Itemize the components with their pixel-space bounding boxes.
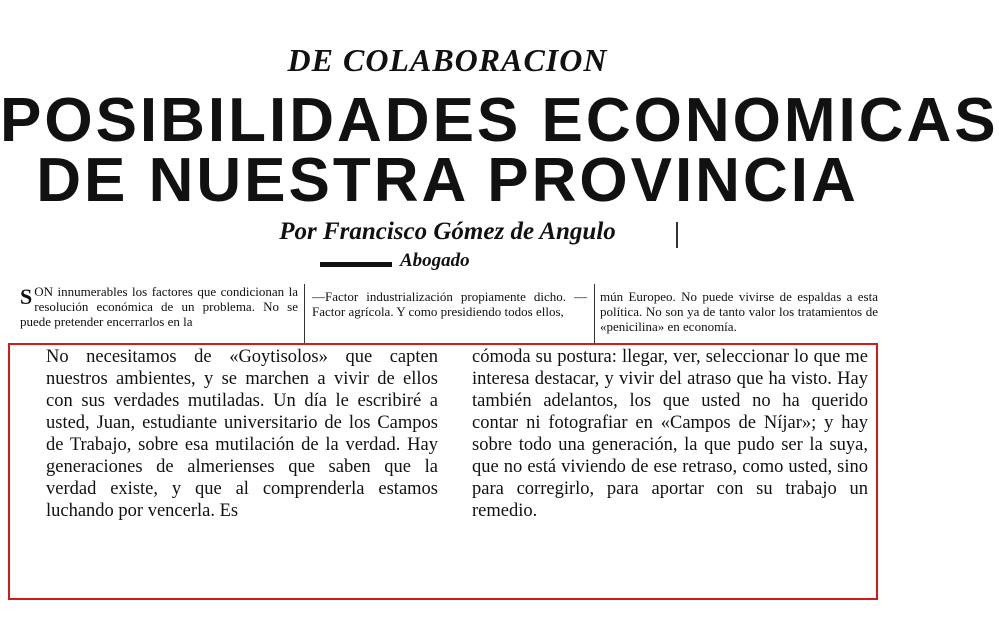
highlight-right-text: cómoda su postura: llegar, ver, seleccionar lo que me interesa destacar, y vivir del atraso que ha visto. Hay también adelantos, los que usted no ha querido contar ni fotografiar en «Campos de Níjar»; y hay sobre todo una generación, la que pudo ser la suya, que no está viviendo de ese retraso, como usted, sino para corregirlo, para aportar con su trabajo un remedio. (472, 347, 868, 521)
role-rule (320, 262, 392, 267)
highlight-right-column (472, 346, 868, 596)
upper-column-2-text: —Factor industrialización propiamente dicho. —Factor agrícola. Y como presidiendo todos ellos, (312, 289, 587, 319)
dropcap: S (20, 284, 33, 309)
section-kicker: DE COLABORACION (287, 42, 608, 78)
upper-column-2 (312, 289, 587, 344)
highlight-box (8, 343, 878, 600)
highlight-left-text: No necesitamos de «Goytisolos» que capten nuestros ambientes, y se marchen a vivir de ellos con sus verdades mutiladas. Un día le escribiré a usted, Juan, estudiante universitario de los Campos de Trabajo, sobre esa mutilación de la verdad. Hay generaciones de almerienses que saben que la verdad existe, y que al comprenderla estamos luchando por vencerla. Es (46, 347, 438, 521)
upper-column-3 (600, 289, 878, 344)
highlight-left-column (46, 346, 438, 596)
headline-line-2: DE NUESTRA PROVINCIA (36, 146, 859, 215)
column-divider (304, 284, 305, 344)
upper-column-3-text: mún Europeo. No puede vivirse de espaldas a esta política. No son ya de tanto valor los tratamientos de «penicilina» en economía. (600, 289, 878, 334)
upper-column-1-text: ON innumerables los factores que condicionan la resolución económica de un problema. No se puede pretender encerrarlos en la (20, 284, 298, 329)
byline: Por Francisco Gómez de Angulo (279, 218, 616, 245)
author-role: Abogado (400, 250, 470, 271)
column-divider (594, 284, 595, 344)
bracket-mark (672, 222, 678, 248)
upper-column-1 (20, 284, 298, 344)
headline-line-1: POSIBILIDADES ECONOMICAS (0, 86, 999, 155)
